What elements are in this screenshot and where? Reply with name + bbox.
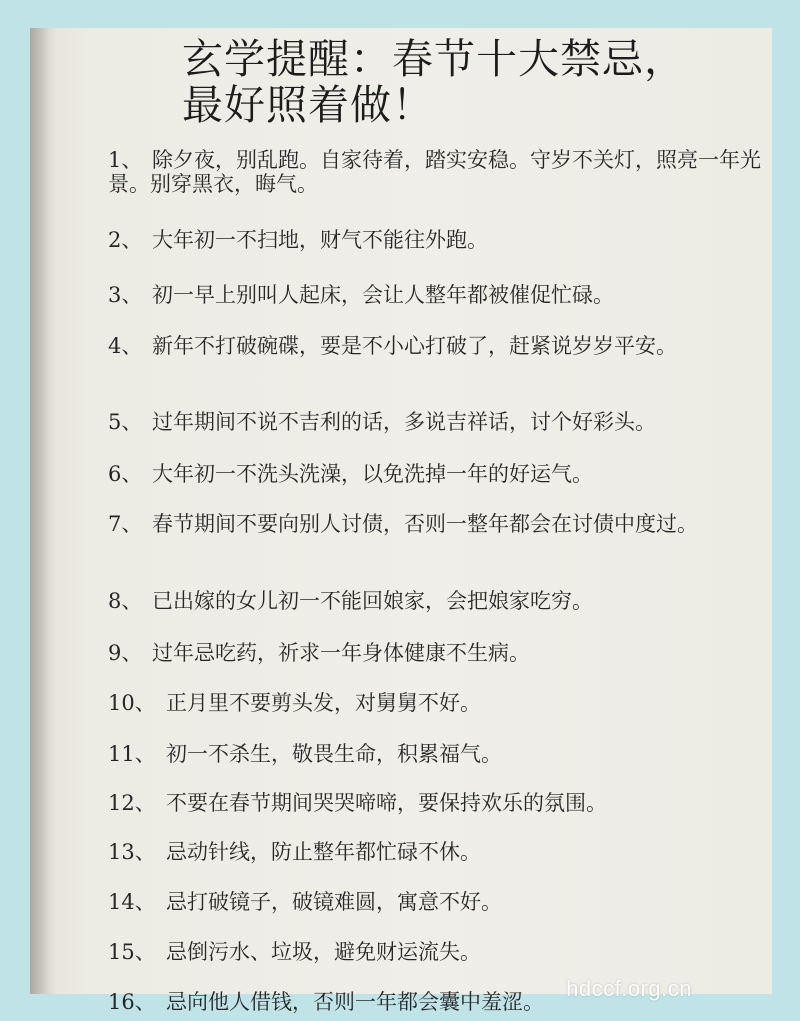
list-item bbox=[108, 589, 764, 613]
item-text: 初一早上别叫人起床，会让人整年都被催促忙碌。 bbox=[152, 283, 614, 307]
item-text: 忌打破镜子，破镜难圆，寓意不好。 bbox=[166, 890, 502, 914]
item-number: 16、 bbox=[108, 990, 156, 1014]
book-page bbox=[30, 28, 772, 1014]
list-item bbox=[108, 148, 764, 196]
list-item bbox=[108, 641, 764, 665]
list-item bbox=[108, 334, 764, 358]
list-item bbox=[108, 462, 764, 486]
list-item bbox=[108, 742, 764, 766]
list-item bbox=[108, 228, 764, 252]
item-number: 14、 bbox=[108, 890, 156, 914]
item-text: 大年初一不扫地，财气不能往外跑。 bbox=[152, 228, 488, 252]
item-text: 已出嫁的女儿初一不能回娘家，会把娘家吃穷。 bbox=[152, 589, 593, 613]
item-number: 10、 bbox=[108, 691, 156, 715]
list-item bbox=[108, 840, 764, 864]
list-item bbox=[108, 283, 764, 307]
list-item bbox=[108, 512, 764, 536]
list-item bbox=[108, 940, 764, 964]
item-text: 忌倒污水、垃圾，避免财运流失。 bbox=[166, 940, 481, 964]
list-item bbox=[108, 410, 764, 434]
item-number: 12、 bbox=[108, 791, 156, 815]
item-text: 新年不打破碗碟，要是不小心打破了，赶紧说岁岁平安。 bbox=[152, 334, 677, 358]
item-text: 不要在春节期间哭哭啼啼，要保持欢乐的氛围。 bbox=[166, 791, 607, 815]
item-text: 忌动针线，防止整年都忙碌不休。 bbox=[166, 840, 481, 864]
item-text: 初一不杀生，敬畏生命，积累福气。 bbox=[166, 742, 502, 766]
item-text: 正月里不要剪头发，对舅舅不好。 bbox=[166, 691, 481, 715]
title-line-1: 玄学提醒：春节十大禁忌， bbox=[182, 35, 686, 83]
title-line-2: 最好照着做！ bbox=[182, 81, 434, 129]
item-number: 3、 bbox=[108, 283, 143, 307]
list-item bbox=[108, 791, 764, 815]
watermark-text: hdccf.org.cn bbox=[566, 976, 692, 1001]
book-spine-shadow bbox=[30, 28, 56, 994]
item-number: 8、 bbox=[108, 589, 143, 613]
item-number: 4、 bbox=[108, 334, 143, 358]
item-number: 6、 bbox=[108, 462, 143, 486]
item-number: 2、 bbox=[108, 228, 143, 252]
item-text: 除夕夜，别乱跑。自家待着，踏实安稳。守岁不关灯，照亮一年光景。别穿黑衣，晦气。 bbox=[108, 148, 761, 196]
item-text: 过年期间不说不吉利的话，多说吉祥话，讨个好彩头。 bbox=[152, 410, 656, 434]
page-title bbox=[182, 36, 762, 128]
item-number: 5、 bbox=[108, 410, 143, 434]
item-text: 过年忌吃药，祈求一年身体健康不生病。 bbox=[152, 641, 530, 665]
item-number: 1、 bbox=[108, 148, 143, 172]
list-item bbox=[108, 691, 764, 715]
item-number: 11、 bbox=[108, 742, 156, 766]
item-text: 大年初一不洗头洗澡，以免洗掉一年的好运气。 bbox=[152, 462, 593, 486]
item-number: 9、 bbox=[108, 641, 143, 665]
list-item bbox=[108, 890, 764, 914]
item-text: 忌向他人借钱，否则一年都会囊中羞涩。 bbox=[166, 990, 544, 1014]
item-number: 7、 bbox=[108, 512, 143, 536]
item-text: 春节期间不要向别人讨债，否则一整年都会在讨债中度过。 bbox=[152, 512, 698, 536]
item-number: 15、 bbox=[108, 940, 156, 964]
item-number: 13、 bbox=[108, 840, 156, 864]
